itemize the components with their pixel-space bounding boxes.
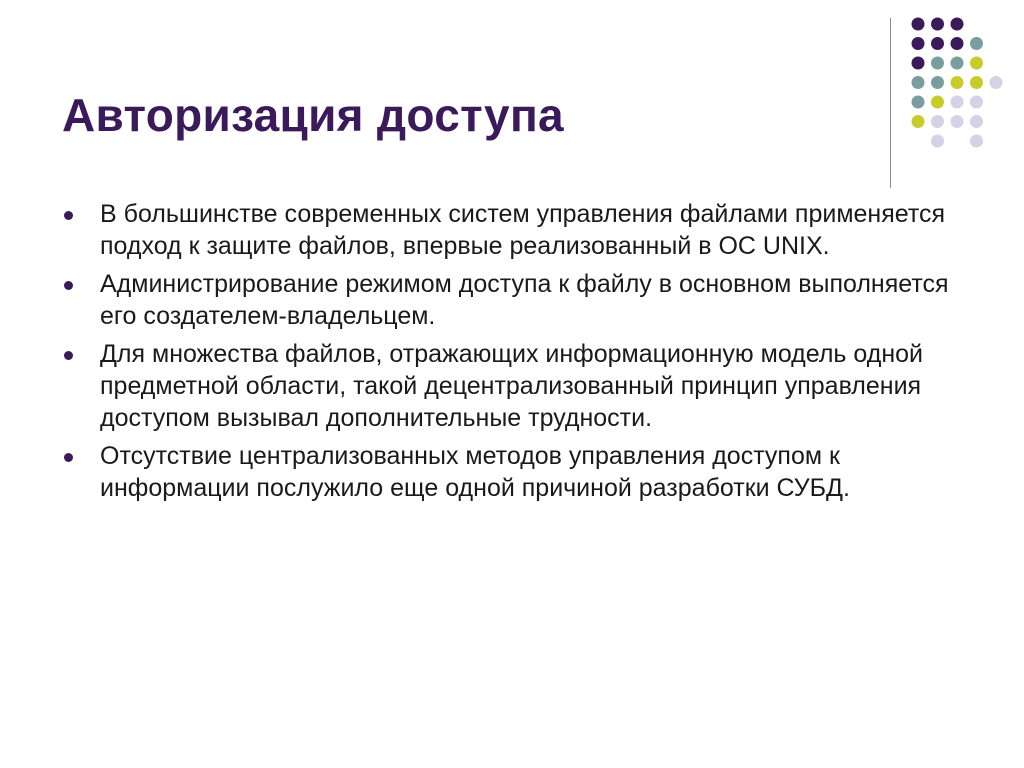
decorative-dot [931,76,944,89]
bullet-text: Для множества файлов, отражающих информационную модель одной предметной области, такой децентрализованный принцип управления доступом вызывал дополнительные трудности. [100,340,924,432]
vertical-divider-line [890,18,891,188]
bullet-dot-icon [64,453,73,462]
decorative-dot [912,18,925,31]
decorative-dot [931,96,944,109]
decorative-dot [931,135,944,148]
decorative-dot [912,76,925,89]
decorative-dot [931,37,944,50]
decorative-dot [931,115,944,128]
decorative-dot [951,57,964,70]
decorative-dot [951,37,964,50]
decorative-dot [970,115,983,128]
decorative-dot [951,18,964,31]
bullet-text: В большинстве современных систем управления файлами применяется подход к защите файлов, впервые реализованный в ОС UNIX. [100,200,946,260]
decorative-dot [912,96,925,109]
decorative-dot [912,37,925,50]
bullet-item [62,198,982,262]
decorative-dot [951,115,964,128]
decorative-dot [951,96,964,109]
decorative-dot [970,76,983,89]
decorative-dot [970,37,983,50]
bullet-item [62,268,982,332]
bullet-dot-icon [64,211,73,220]
bullet-dot-icon [64,281,73,290]
bullet-text: Администрирование режимом доступа к файлу в основном выполняется его создателем-владельцем. [100,270,949,330]
decorative-dot [931,57,944,70]
decorative-dot [970,57,983,70]
decorative-dot [951,76,964,89]
bullet-list [62,198,982,510]
bullet-item [62,440,982,504]
bullet-dot-icon [64,351,73,360]
decorative-dot [912,115,925,128]
slide-title: Авторизация доступа [62,89,564,141]
decorative-dot [970,96,983,109]
bullet-item [62,338,982,434]
decorative-dot [931,18,944,31]
decorative-dot [970,135,983,148]
bullet-text: Отсутствие централизованных методов управления доступом к информации послужило еще одной причиной разработки СУБД. [100,442,850,502]
decorative-dot [990,76,1003,89]
decorative-dot [912,57,925,70]
